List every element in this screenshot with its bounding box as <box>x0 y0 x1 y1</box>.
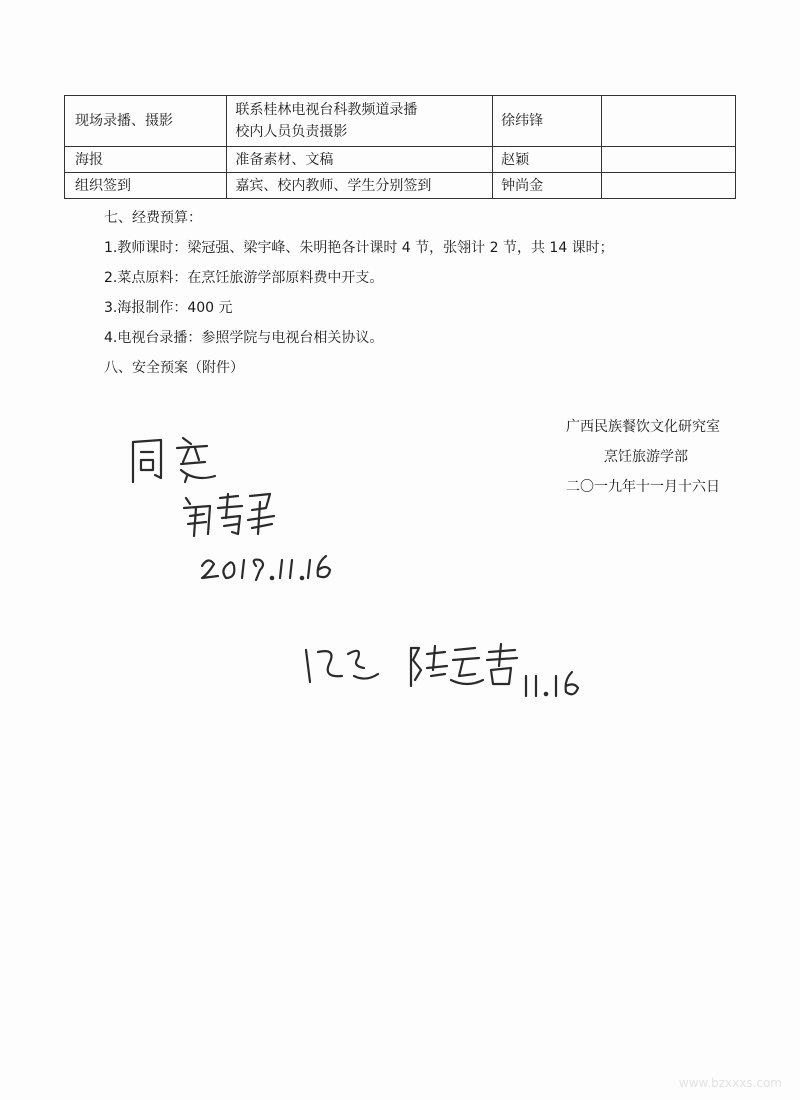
budget-item: 2.菜点原料：在烹饪旅游学部原料费中开支。 <box>104 270 384 286</box>
detail-cell <box>227 96 493 147</box>
person-cell: 徐纬锋 <box>493 96 602 147</box>
task-cell: 组织签到 <box>65 173 227 199</box>
person-cell: 赵颖 <box>493 147 602 173</box>
budget-item: 3.海报制作：400 元 <box>104 300 233 316</box>
approval-handwriting <box>125 430 225 490</box>
task-cell: 现场录播、摄影 <box>65 96 227 147</box>
note-cell <box>601 173 735 199</box>
table-row <box>65 147 736 173</box>
budget-item: 4.电视台录播：参照学院与电视台相关协议。 <box>104 330 384 346</box>
signature-mark <box>296 632 386 692</box>
table-row <box>65 96 736 147</box>
note-cell <box>601 147 735 173</box>
task-table <box>64 95 736 199</box>
signature-name2 <box>405 640 525 690</box>
signature-date1 <box>198 550 338 584</box>
issuer-dept: 烹饪旅游学部 <box>604 449 688 465</box>
watermark-text: www.bzxxxs.com <box>678 1076 782 1090</box>
detail-cell: 准备素材、文稿 <box>227 147 493 173</box>
issuer-org: 广西民族餐饮文化研究室 <box>566 419 720 435</box>
budget-item: 1.教师课时：梁冠强、梁宇峰、朱明艳各计课时 4 节，张翎计 2 节，共 14 课时； <box>104 240 614 256</box>
budget-heading: 七、经费预算： <box>104 210 202 226</box>
task-cell: 海报 <box>65 147 227 173</box>
detail-cell: 嘉宾、校内教师、学生分别签到 <box>227 173 493 199</box>
issuer-date: 二〇一九年十一月十六日 <box>566 479 720 495</box>
note-cell <box>601 96 735 147</box>
signature-name1 <box>180 488 280 540</box>
safety-heading: 八、安全预案（附件） <box>104 360 244 376</box>
detail-line: 校内人员负责摄影 <box>235 124 348 140</box>
detail-line: 联系桂林电视台科教频道录播 <box>235 102 418 118</box>
person-cell: 钟尚金 <box>493 173 602 199</box>
table-row <box>65 173 736 199</box>
signature-date2 <box>520 668 590 700</box>
